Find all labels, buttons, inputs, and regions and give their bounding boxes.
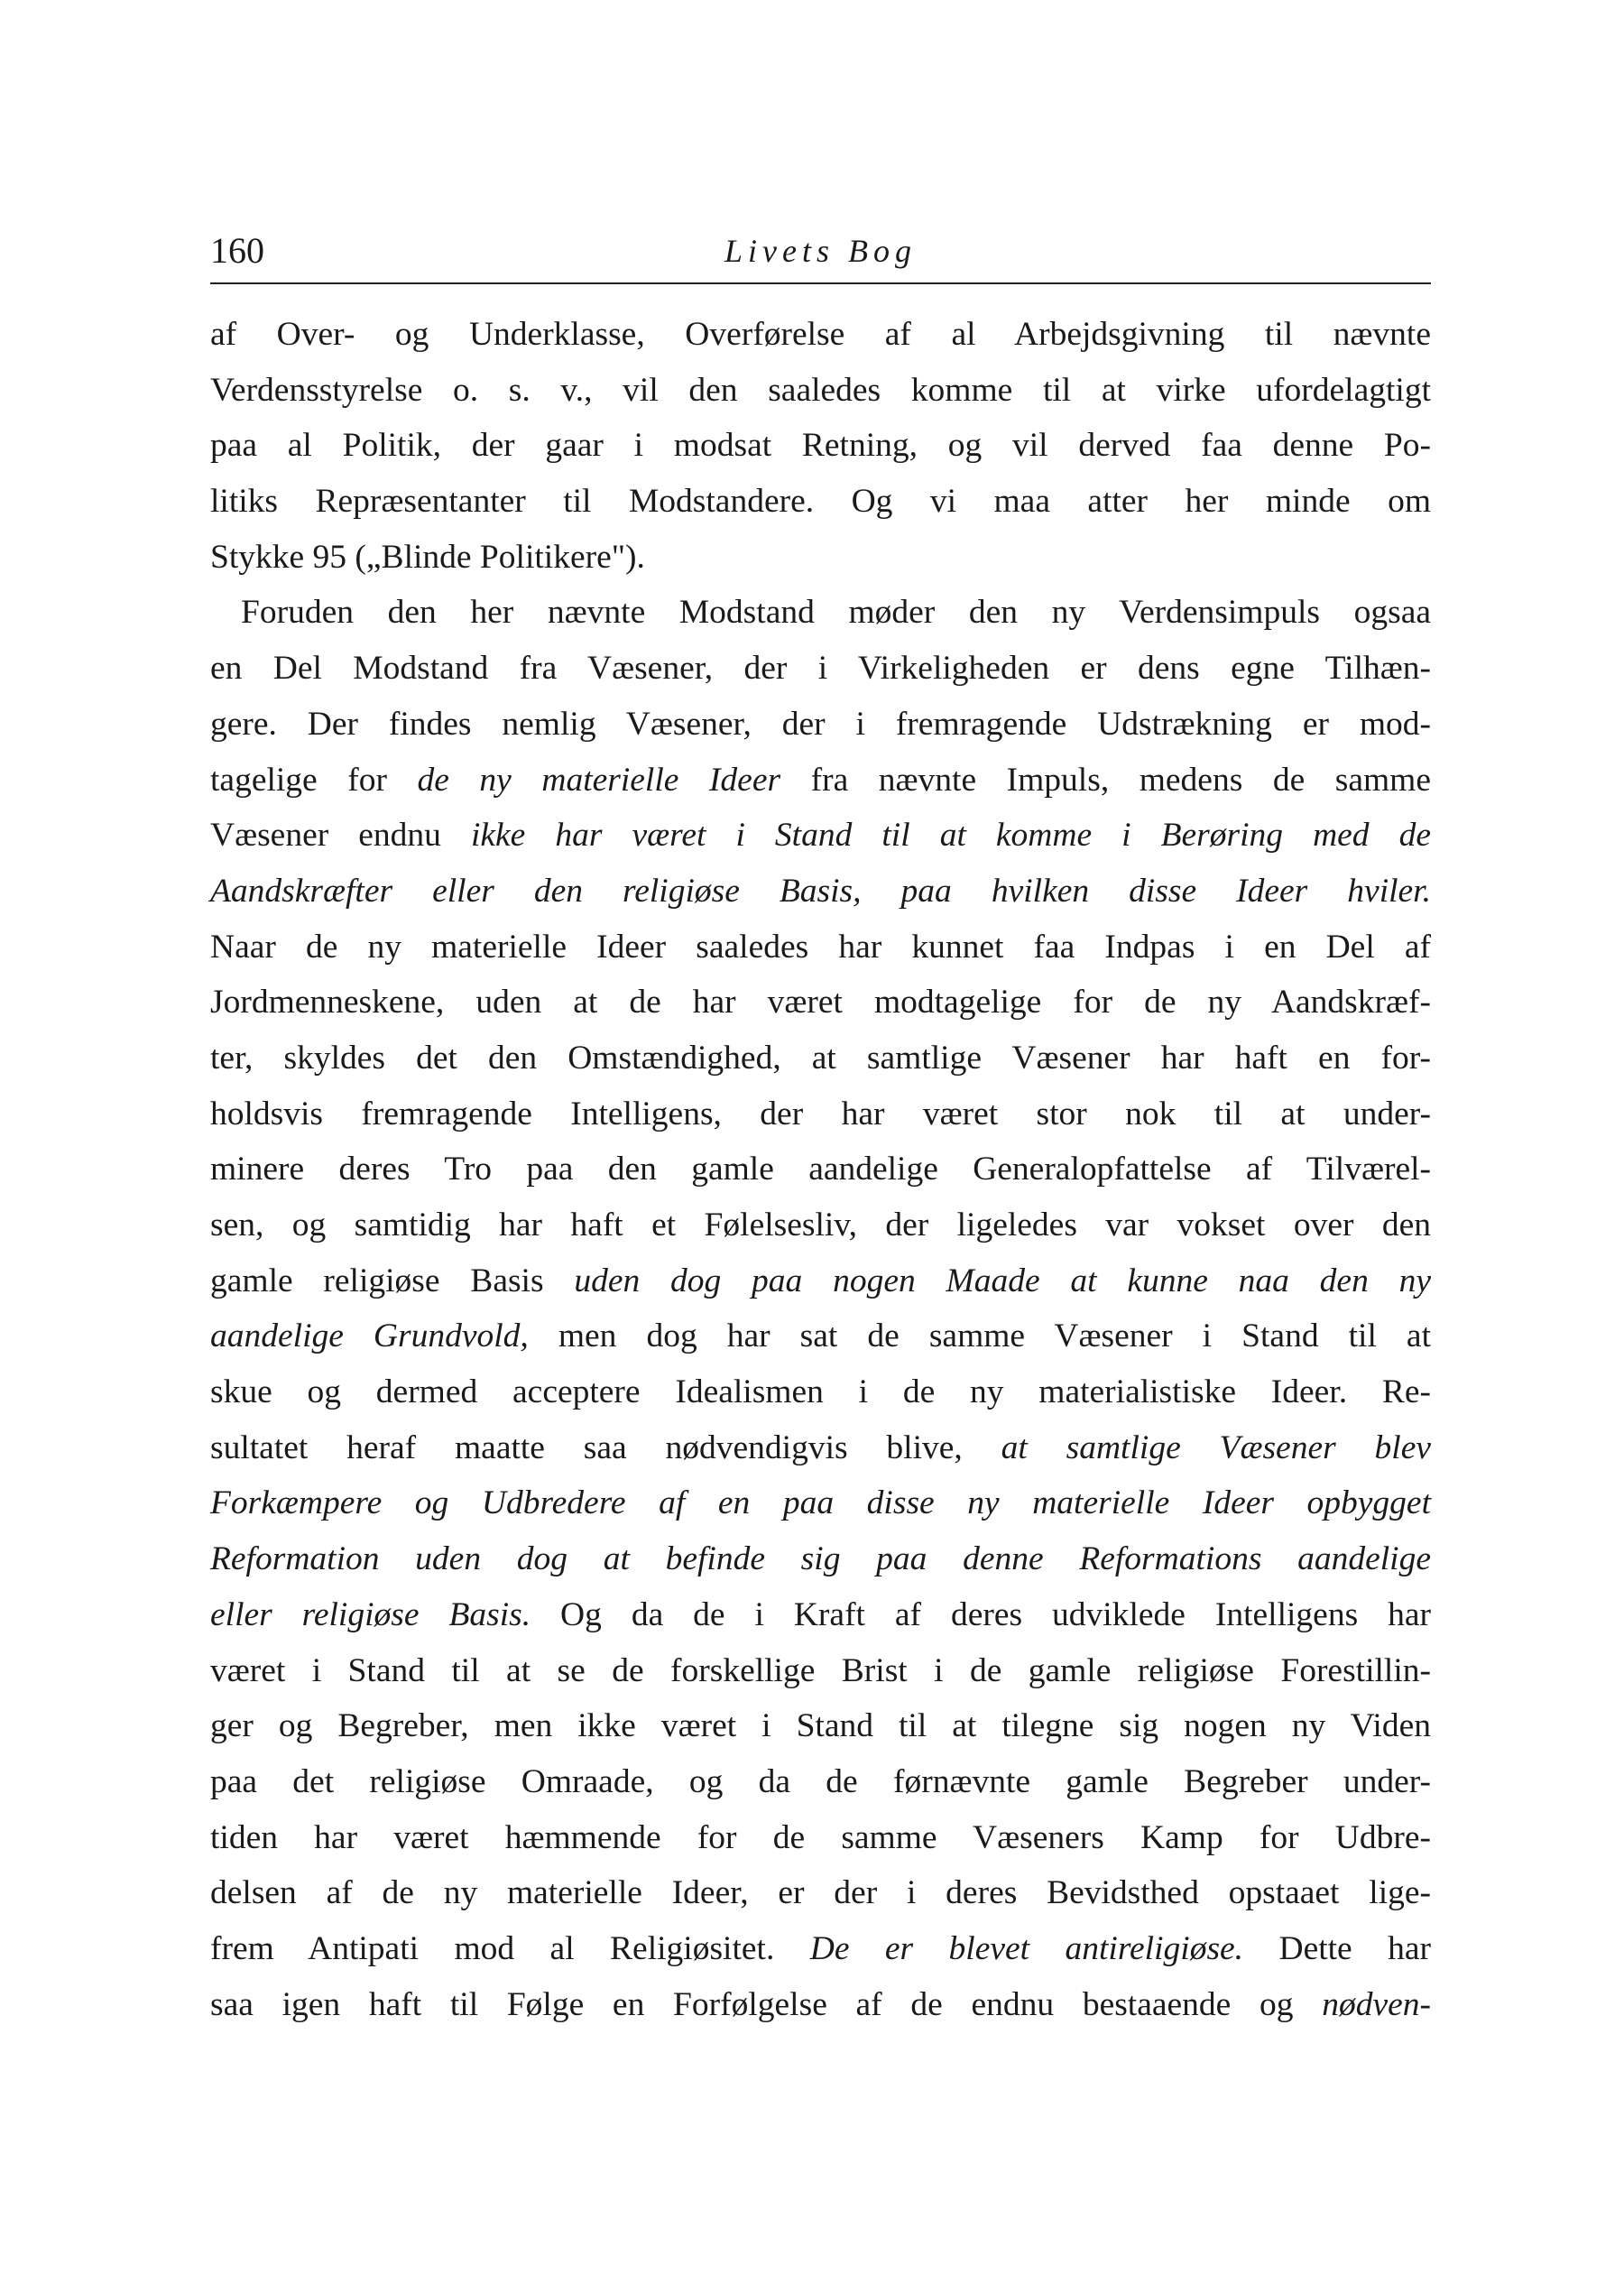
text-span: Dette har xyxy=(1243,1929,1431,1967)
text-line xyxy=(210,1308,1431,1364)
text-span: delsen af de ny materielle Ideer, er der i deres Bevidsthed opstaaet lige- xyxy=(210,1874,1431,1912)
text-span: frem Antipati mod al Religiøsitet. xyxy=(210,1929,810,1967)
text-span: litiks Repræsentanter til Modstandere. Og vi maa atter her minde om xyxy=(210,483,1431,521)
italic-text: De er blevet antireligiøse. xyxy=(809,1929,1244,1967)
text-line xyxy=(210,1197,1431,1253)
text-span: holdsvis fremragende Intelligens, der har været stor nok til at under- xyxy=(210,1095,1431,1133)
italic-text: aandelige Grundvold, xyxy=(210,1318,529,1355)
text-line xyxy=(210,697,1431,753)
text-line xyxy=(210,1977,1431,2033)
text-line xyxy=(210,1754,1431,1810)
text-span: Væsener endnu xyxy=(210,817,471,855)
header-rule xyxy=(210,282,1431,284)
text-span: Naar de ny materielle Ideer saaledes har kunnet faa Indpas i en Del af xyxy=(210,928,1431,966)
text-line xyxy=(210,1031,1431,1086)
text-span: en Del Modstand fra Væsener, der i Virkeligheden er dens egne Tilhæn- xyxy=(210,650,1431,688)
body-text xyxy=(210,307,1431,2032)
text-line xyxy=(210,1698,1431,1754)
italic-text: eller religiøse Basis. xyxy=(210,1595,531,1633)
text-span: Stykke 95 („Blinde Politikere"). xyxy=(210,538,645,576)
page-number: 160 xyxy=(210,230,264,271)
text-span: af Over- og Underklasse, Overførelse af al Arbejdsgivning til nævnte xyxy=(210,316,1431,353)
running-title: Livets Bog xyxy=(724,233,917,269)
text-span: ger og Begreber, men ikke været i Stand til at tilegne sig nogen ny Viden xyxy=(210,1707,1431,1745)
text-line xyxy=(210,363,1431,419)
text-span: tiden har været hæmmende for de samme Væseners Kamp for Udbre- xyxy=(210,1818,1431,1856)
text-line xyxy=(210,1420,1431,1476)
italic-text: Forkæmpere og Udbredere af en paa disse ny materielle Ideer opbygget xyxy=(210,1484,1431,1522)
text-span: gamle religiøse Basis xyxy=(210,1262,575,1299)
text-line xyxy=(210,975,1431,1031)
text-span: saa igen haft til Følge en Forfølgelse af de endnu bestaaende og xyxy=(210,1985,1323,2023)
italic-text: Reformation uden dog at befinde sig paa denne Reformations aandelige xyxy=(210,1540,1431,1578)
text-span: paa det religiøse Omraade, og da de førnævnte gamle Begreber under- xyxy=(210,1762,1431,1800)
text-line xyxy=(210,418,1431,474)
text-line xyxy=(210,1142,1431,1197)
italic-text: ikke har været i Stand til at komme i Berøring med de xyxy=(470,817,1431,855)
text-span: minere deres Tro paa den gamle aandelige Generalopfattelse af Tilværel- xyxy=(210,1151,1431,1188)
text-span: ter, skyldes det den Omstændighed, at samtlige Væsener har haft en for- xyxy=(210,1039,1431,1077)
text-line xyxy=(210,864,1431,920)
text-line xyxy=(210,307,1431,363)
text-line xyxy=(210,1865,1431,1921)
italic-text: at samtlige Væsener blev xyxy=(1001,1429,1431,1466)
text-line xyxy=(210,1643,1431,1699)
text-line xyxy=(210,808,1431,864)
italic-text: Aandskræfter eller den religiøse Basis, paa hvilken disse Ideer hviler. xyxy=(210,872,1431,910)
text-span: paa al Politik, der gaar i modsat Retning, og vil derved faa denne Po- xyxy=(210,427,1431,465)
italic-text: nødven- xyxy=(1322,1985,1431,2023)
text-span: men dog har sat de samme Væsener i Stand til at xyxy=(528,1318,1431,1355)
text-span: sultatet heraf maatte saa nødvendigvis blive, xyxy=(210,1429,1001,1466)
text-line xyxy=(210,1253,1431,1309)
text-line xyxy=(210,1810,1431,1866)
page-header xyxy=(210,224,1431,278)
text-line xyxy=(210,1364,1431,1420)
text-span: Jordmenneskene, uden at de har været modtagelige for de ny Aandskræf- xyxy=(210,984,1431,1022)
text-span: skue og dermed acceptere Idealismen i de ny materialistiske Ideer. Re- xyxy=(210,1373,1431,1411)
text-line xyxy=(210,585,1431,641)
text-span: gere. Der findes nemlig Væsener, der i fremragende Udstrækning er mod- xyxy=(210,705,1431,743)
text-line xyxy=(210,1587,1431,1643)
text-span: været i Stand til at se de forskellige Brist i de gamle religiøse Forestillin- xyxy=(210,1651,1431,1689)
text-line xyxy=(210,753,1431,809)
text-span: Foruden den her nævnte Modstand møder den ny Verdensimpuls ogsaa xyxy=(241,594,1431,632)
text-span: tagelige for xyxy=(210,761,418,799)
text-line xyxy=(210,1086,1431,1142)
text-line xyxy=(210,1531,1431,1587)
italic-text: de ny materielle Ideer xyxy=(417,761,781,799)
text-span: Og da de i Kraft af deres udviklede Intelligens har xyxy=(531,1595,1431,1633)
text-span: Verdensstyrelse o. s. v., vil den saaledes komme til at virke ufordelagtigt xyxy=(210,371,1431,409)
italic-text: uden dog paa nogen Maade at kunne naa den ny xyxy=(574,1262,1431,1299)
text-line xyxy=(210,1921,1431,1977)
text-line xyxy=(210,1475,1431,1531)
text-line xyxy=(210,920,1431,975)
text-line xyxy=(210,530,1431,586)
text-span: sen, og samtidig har haft et Følelsesliv, der ligeledes var vokset over den xyxy=(210,1207,1431,1244)
text-span: fra nævnte Impuls, medens de samme xyxy=(780,761,1431,799)
text-line xyxy=(210,641,1431,697)
text-line xyxy=(210,474,1431,530)
